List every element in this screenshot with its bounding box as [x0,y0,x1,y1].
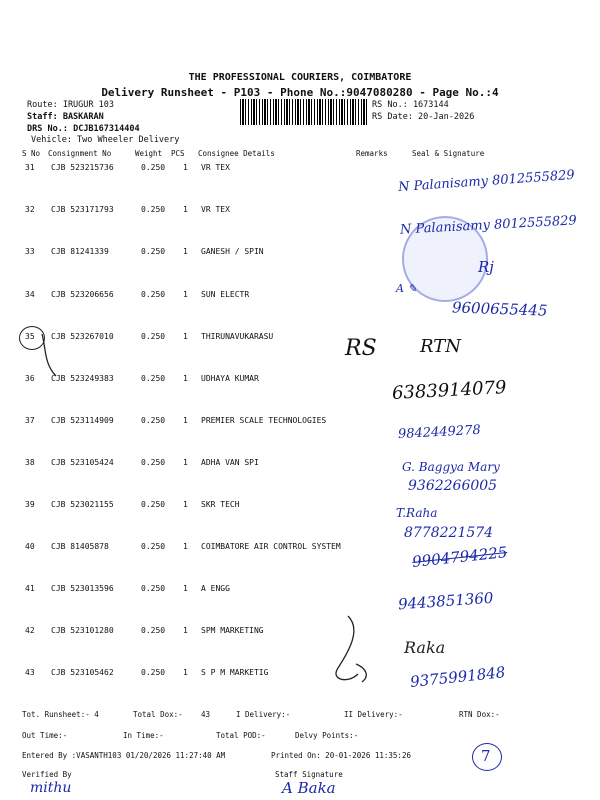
row-consignee: SUN ELECTR [201,290,250,299]
row-consignee: VR TEX [201,205,230,214]
row-weight: 0.250 [141,500,166,509]
row-pcs: 1 [183,542,188,551]
rs-date: RS Date: 20-Jan-2026 [372,112,475,122]
table-row [0,332,600,372]
signature-37: 9842449278 [397,422,482,443]
signature-34: 9600655445 [451,298,548,320]
row-sno: 43 [25,668,35,677]
row-consignment: CJB 81241339 [51,247,109,256]
table-row [0,542,600,582]
pen-stroke [40,330,60,380]
row-consignee: ADHA VAN SPI [201,458,259,467]
row-sno: 42 [25,626,35,635]
row-sno: 33 [25,247,35,256]
table-row [0,500,600,540]
row-consignee: S P M MARKETIG [201,668,269,677]
row-pcs: 1 [183,163,188,172]
row-consignment: CJB 523105424 [51,458,114,467]
signature-40: 9904794225 [411,543,509,571]
printed-on: Printed On: 20-01-2026 11:35:26 [271,751,411,760]
delvy-points: Delvy Points:- [295,731,359,740]
pen-scribble [318,612,378,688]
total-pod: Total POD:- [216,731,266,740]
row-consignee: THIRUNAVUKARASU [201,332,274,341]
row-consignment: CJB 523249383 [51,374,114,383]
col-weight: Weight [135,149,163,158]
staff-text: Staff: BASKARAN [27,112,104,122]
route-text: Route: IRUGUR 103 [27,100,114,110]
signature-38-name: G. Baggya Mary [402,460,500,474]
row-pcs: 1 [183,374,188,383]
signature-39-name: T.Raha [396,506,438,520]
row-consignee: PREMIER SCALE TECHNOLOGIES [201,416,327,425]
row-pcs: 1 [183,500,188,509]
row-weight: 0.250 [141,247,166,256]
verified-by-label: Verified By [22,770,72,779]
row-pcs: 1 [183,584,188,593]
row-consignment: CJB 523013596 [51,584,114,593]
row-pcs: 1 [183,205,188,214]
total-dox-value: 43 [201,710,211,719]
row-weight: 0.250 [141,332,166,341]
entered-by: Entered By :VASANTH103 01/20/2026 11:27:40 AM [22,751,226,760]
signature-43: 9375991848 [409,663,507,691]
signature-42: Raka [404,638,446,657]
table-row [0,668,600,708]
col-consignee: Consignee Details [198,149,275,158]
row-weight: 0.250 [141,374,166,383]
signature-34-initials: A ✎ [396,282,417,295]
ii-delivery: II Delivery:- [344,710,403,719]
row-weight: 0.250 [141,290,166,299]
row-sno: 41 [25,584,35,593]
out-time: Out Time:- [22,731,68,740]
table-row [0,416,600,456]
col-pcs: PCS [171,149,185,158]
remark-35: RS [345,336,377,361]
company-title: THE PROFESSIONAL COURIERS, COIMBATORE [188,72,412,83]
rtn-dox: RTN Dox:- [459,710,500,719]
signature-38: 9362266005 [408,478,498,494]
row-consignee: UDHAYA KUMAR [201,374,259,383]
barcode-image [240,99,368,125]
row-consignment: CJB 523206656 [51,290,114,299]
row-pcs: 1 [183,626,188,635]
signature-41: 9443851360 [397,588,494,614]
row-consignment: CJB 523021155 [51,500,114,509]
row-sno: 37 [25,416,35,425]
signature-33: Rj [478,258,494,276]
row-pcs: 1 [183,332,188,341]
tot-runsheet: Tot. Runsheet:- 4 [22,710,99,719]
i-delivery: I Delivery:- [236,710,291,719]
in-time: In Time:- [123,731,164,740]
row-weight: 0.250 [141,458,166,467]
row-consignment: CJB 523101280 [51,626,114,635]
row-consignee: VR TEX [201,163,230,172]
row-consignment: CJB 523215736 [51,163,114,172]
vehicle-text: Vehicle: Two Wheeler Delivery [31,135,180,145]
row-consignment: CJB 81405878 [51,542,109,551]
signature-32: N Palanisamy 8012555829 [399,213,578,238]
signature-39: 8778221574 [404,525,494,541]
row-consignee: COIMBATORE AIR CONTROL SYSTEM [201,542,341,551]
row-weight: 0.250 [141,163,166,172]
row-consignee: A ENGG [201,584,230,593]
page-number-handwritten: 7 [481,747,491,765]
table-row [0,458,600,498]
signature-35: RTN [420,336,461,357]
row-consignee: SPM MARKETING [201,626,264,635]
row-weight: 0.250 [141,626,166,635]
row-consignment: CJB 523171793 [51,205,114,214]
row-consignee: SKR TECH [201,500,240,509]
row-consignee: GANESH / SPIN [201,247,264,256]
table-row [0,626,600,666]
row-sno: 31 [25,163,35,172]
row-sno: 35 [25,332,35,341]
row-weight: 0.250 [141,584,166,593]
staff-signature-label: Staff Signature [275,770,343,779]
row-consignment: CJB 523267010 [51,332,114,341]
verified-signature: mithu [30,780,72,796]
table-row [0,584,600,624]
row-consignment: CJB 523114909 [51,416,114,425]
row-pcs: 1 [183,247,188,256]
row-weight: 0.250 [141,205,166,214]
col-sno: S No [22,149,41,158]
signature-31: N Palanisamy 8012555829 [397,167,576,196]
row-weight: 0.250 [141,416,166,425]
col-consignment: Consignment No [48,149,112,158]
row-sno: 36 [25,374,35,383]
row-pcs: 1 [183,458,188,467]
row-sno: 32 [25,205,35,214]
staff-signature: A Baka [282,779,336,797]
row-pcs: 1 [183,290,188,299]
col-remarks: Remarks [356,149,388,158]
row-sno: 38 [25,458,35,467]
rs-no: RS No.: 1673144 [372,100,449,110]
row-consignment: CJB 523105462 [51,668,114,677]
row-sno: 34 [25,290,35,299]
signature-36: 6383914079 [391,377,508,404]
runsheet-title: Delivery Runsheet - P103 - Phone No.:9047080280 - Page No.:4 [101,86,499,99]
total-dox-label: Total Dox:- [133,710,183,719]
row-sno: 39 [25,500,35,509]
drs-label: DRS No.: [27,124,68,134]
table-row [0,374,600,414]
row-sno: 40 [25,542,35,551]
row-pcs: 1 [183,416,188,425]
row-pcs: 1 [183,668,188,677]
row-weight: 0.250 [141,542,166,551]
table-row [0,247,600,287]
row-weight: 0.250 [141,668,166,677]
drs-value: DCJB167314404 [73,124,140,134]
col-seal: Seal & Signature [412,149,485,158]
